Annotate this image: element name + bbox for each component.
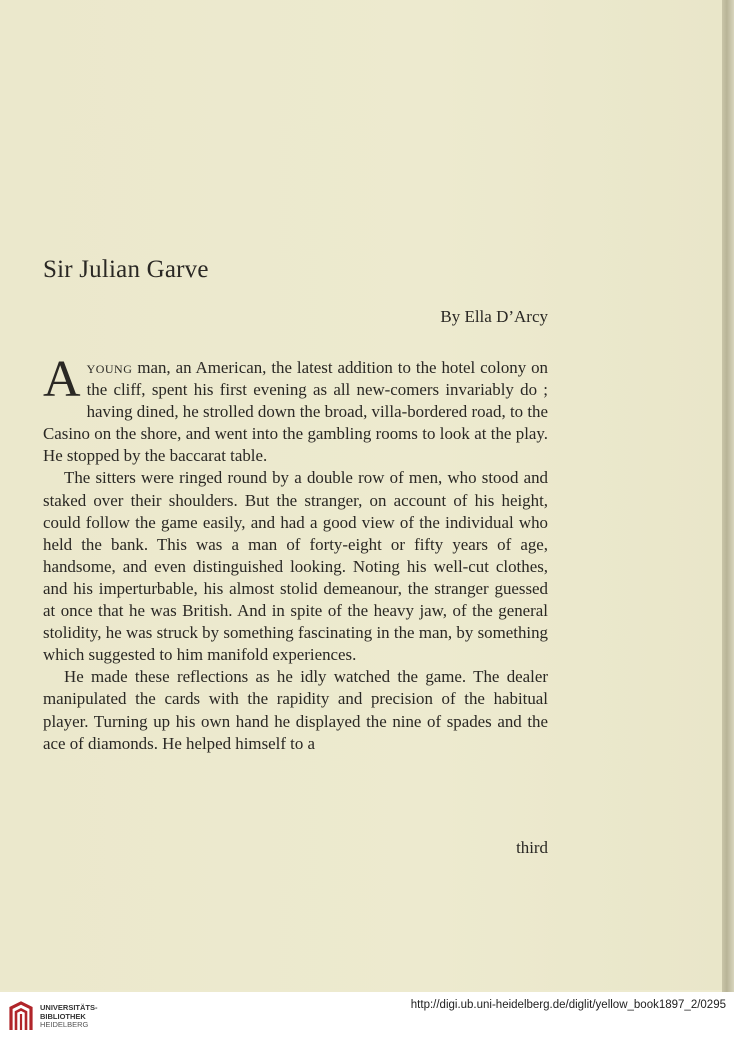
paragraph-2: The sitters were ringed round by a double row of men, who stood and staked over their shoulders. But the stranger, on account of his height, could follow the game easily, and had a good view of the individual who held the bank. This was a man of forty-eight or fifty years of age, handsome, and even distinguished looking. Noting his well-cut clothes, and his imperturbable, his almost stolid demeanour, the stranger guessed at once that he was British. And in spite of the heavy jaw, of the general stolidity, he was struck by something fascinating in the man, by something which suggested to him manifold experiences. xyxy=(43,468,548,665)
story-body xyxy=(43,351,548,755)
library-name-line-1: UNIVERSITÄTS- xyxy=(40,1003,98,1012)
library-name-line-3: HEIDELBERG xyxy=(40,1020,89,1029)
library-name xyxy=(40,1004,98,1030)
drop-cap: A xyxy=(43,351,81,408)
paragraph-3: He made these reflections as he idly watched the game. The dealer manipulated the cards with the rapidity and precision of the habitual player. Turning up his own hand he displayed the nine of spades and the ace of diamonds. He helped himself to a xyxy=(43,667,548,753)
library-name-line-2: BIBLIOTHEK xyxy=(40,1011,86,1021)
library-logo-icon xyxy=(8,1000,34,1034)
story-title: Sir Julian Garve xyxy=(43,256,209,283)
author-byline: By Ella D’Arcy xyxy=(440,307,548,326)
page-edge-shadow xyxy=(722,0,734,992)
viewer-footer xyxy=(0,992,734,1044)
source-url-link[interactable]: http://digi.ub.uni-heidelberg.de/diglit/yellow_book1897_2/0295 xyxy=(410,999,726,1011)
catchword: third xyxy=(516,838,548,857)
paragraph-1-text: man, an American, the latest addition to the hotel colony on the cliff, spent his first evening as all new-comers invariably do ; having dined, he strolled down the broad, villa-bordered road, to the Casino on the shore, and went into the gambling rooms to look at the play. He stopped by the baccarat table. xyxy=(43,358,548,466)
paragraph-1 xyxy=(43,351,548,467)
lead-word: young xyxy=(86,358,133,377)
